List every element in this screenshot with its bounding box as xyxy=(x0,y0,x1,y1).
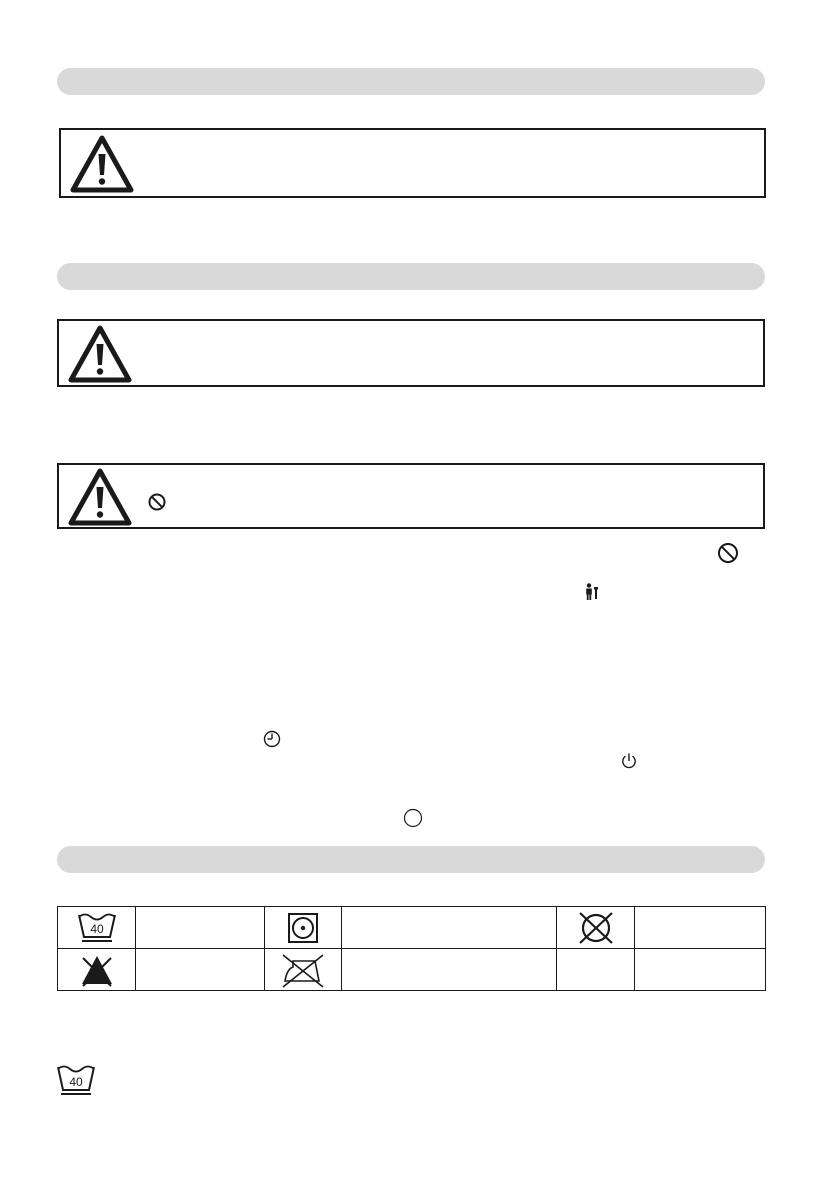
section-header-bar-1 xyxy=(57,68,765,95)
table-cell xyxy=(557,949,635,991)
table-cell xyxy=(342,949,557,991)
warning-triangle-icon xyxy=(67,467,133,527)
table-cell xyxy=(58,907,136,949)
wash-temperature-label: 40 xyxy=(89,921,104,936)
table-cell xyxy=(136,949,265,991)
table-cell xyxy=(265,907,342,949)
timer-icon xyxy=(262,729,282,749)
warning-box-2 xyxy=(57,319,765,387)
do-not-iron-icon xyxy=(281,951,325,989)
prohibited-icon xyxy=(147,492,167,512)
table-cell xyxy=(265,949,342,991)
table-cell xyxy=(635,907,766,949)
section-header-bar-3 xyxy=(57,846,765,873)
warning-triangle-icon xyxy=(69,134,135,194)
tumble-dry-icon xyxy=(286,911,320,945)
table-cell xyxy=(557,907,635,949)
table-cell xyxy=(635,949,766,991)
wash-temperature-label: 40 xyxy=(69,1075,83,1089)
circle-icon xyxy=(402,807,424,829)
do-not-dry-clean-icon xyxy=(576,910,616,946)
wash-40-icon xyxy=(55,1063,97,1099)
table-row xyxy=(58,907,766,949)
warning-box-3 xyxy=(57,463,765,529)
prohibited-icon xyxy=(716,541,740,565)
service-person-icon xyxy=(584,583,600,601)
section-header-bar-2 xyxy=(57,263,765,290)
table-cell xyxy=(136,907,265,949)
wash-40-icon xyxy=(76,911,118,945)
table-row xyxy=(58,949,766,991)
warning-box-1 xyxy=(59,128,766,198)
do-not-bleach-icon xyxy=(77,952,117,988)
table-cell xyxy=(58,949,136,991)
warning-triangle-icon xyxy=(67,324,133,384)
power-icon xyxy=(620,752,638,770)
care-symbols-table xyxy=(57,906,766,991)
table-cell xyxy=(342,907,557,949)
